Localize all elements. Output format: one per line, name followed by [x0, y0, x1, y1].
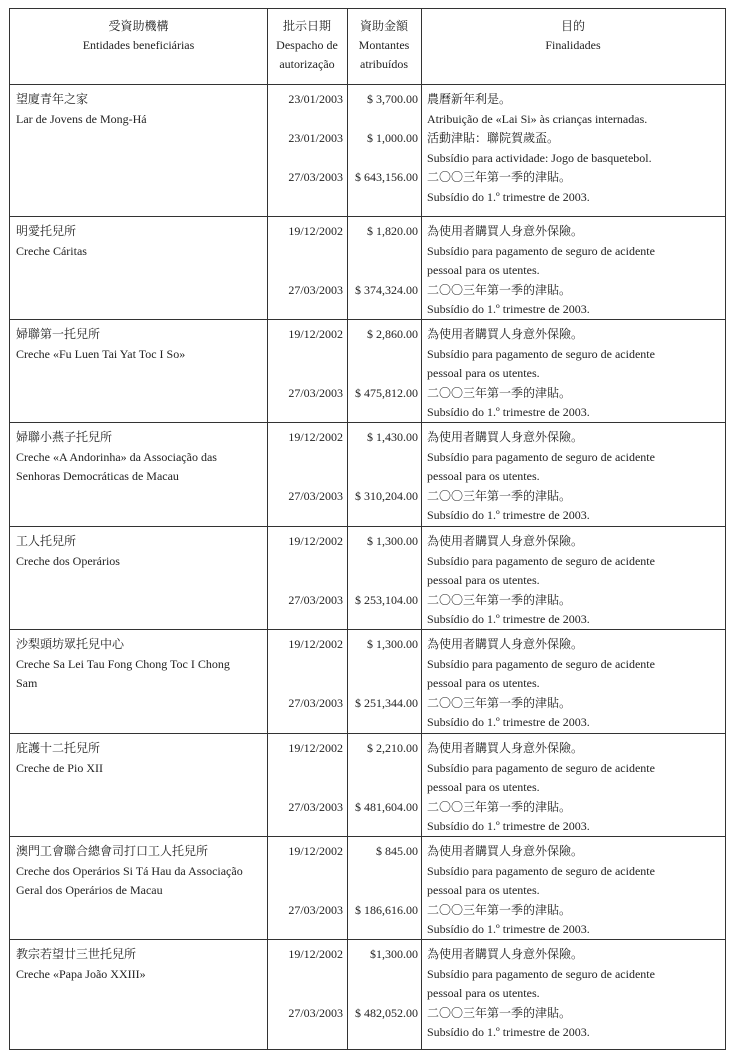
purpose-line: 二〇〇三年第一季的津貼。	[427, 799, 572, 814]
beneficiary-name-line: Geral dos Operários de Macau	[16, 883, 163, 898]
purpose-text	[427, 222, 655, 281]
purpose-line: Subsídio para pagamento de seguro de acidente	[427, 863, 655, 878]
purpose-text	[427, 798, 590, 837]
purpose-line: pessoal para os utentes.	[427, 883, 540, 898]
purpose-line: Subsídio para pagamento de seguro de acidente	[427, 553, 655, 568]
approval-date: 19/12/2002	[288, 534, 343, 548]
beneficiary-name-line: 教宗若望廿三世托兒所	[16, 947, 137, 961]
beneficiary-name-line: 望廈青年之家	[16, 92, 89, 106]
beneficiary-name-line: Senhoras Democráticas de Macau	[16, 469, 179, 484]
row-divider	[10, 216, 725, 217]
purpose-line: pessoal para os utentes.	[427, 366, 540, 381]
purpose-text	[427, 1004, 590, 1043]
purpose-line: Subsídio do 1.º trimestre de 2003.	[427, 189, 590, 204]
purpose-line: 二〇〇三年第一季的津貼。	[427, 385, 572, 400]
beneficiary-name-line: Sam	[16, 676, 38, 691]
subsidy-amount: $ 253,104.00	[355, 592, 418, 607]
purpose-text	[427, 168, 590, 207]
purpose-line: pessoal para os utentes.	[427, 986, 540, 1001]
beneficiary-name-line: 明愛托兒所	[16, 224, 77, 238]
purpose-line: Subsídio do 1.º trimestre de 2003.	[427, 612, 590, 627]
purpose-line: 二〇〇三年第一季的津貼。	[427, 282, 572, 297]
subsidy-amount: $ 1,300.00	[367, 637, 418, 651]
purpose-line: 二〇〇三年第一季的津貼。	[427, 170, 572, 185]
purpose-text	[427, 428, 655, 487]
approval-date: 23/01/2003	[288, 92, 343, 106]
purpose-line: pessoal para os utentes.	[427, 573, 540, 588]
subsidy-amount: $ 475,812.00	[355, 385, 418, 400]
approval-date: 27/03/2003	[288, 799, 343, 814]
beneficiary-name-line: 庇護十二托兒所	[16, 741, 101, 755]
header-purpose: 目的 Finalidades	[545, 19, 601, 52]
purpose-line: Subsídio para pagamento de seguro de acidente	[427, 656, 655, 671]
purpose-line: 活動津貼：聯院賀歲盃。	[427, 131, 560, 146]
purpose-text	[427, 325, 655, 384]
subsidy-amount: $ 186,616.00	[355, 902, 418, 917]
purpose-line: Subsídio para pagamento de seguro de acidente	[427, 243, 655, 258]
purpose-line: 為使用者購買人身意外保險。	[427, 637, 584, 651]
beneficiary-name	[16, 428, 217, 487]
purpose-line: 農曆新年利是。	[427, 92, 512, 106]
purpose-text	[427, 591, 590, 630]
approval-date: 19/12/2002	[288, 327, 343, 341]
approval-date: 27/03/2003	[288, 282, 343, 297]
purpose-text	[427, 487, 590, 526]
purpose-line: 二〇〇三年第一季的津貼。	[427, 695, 572, 710]
purpose-line: 為使用者購買人身意外保險。	[427, 430, 584, 444]
beneficiary-name	[16, 532, 120, 571]
purpose-line: 為使用者購買人身意外保險。	[427, 844, 584, 858]
purpose-line: pessoal para os utentes.	[427, 780, 540, 795]
header-entity: 受資助機構 Entidades beneficiárias	[82, 19, 195, 52]
subsidy-amount: $ 2,210.00	[367, 741, 418, 755]
purpose-text	[427, 281, 590, 320]
purpose-line: Subsídio do 1.º trimestre de 2003.	[427, 405, 590, 420]
subsidy-amount: $ 3,700.00	[367, 92, 418, 106]
purpose-text	[427, 694, 590, 733]
purpose-text	[427, 90, 647, 129]
approval-date: 19/12/2002	[288, 637, 343, 651]
purpose-line: Subsídio para actividade: Jogo de basquetebol.	[427, 150, 652, 165]
subsidy-amount: $ 643,156.00	[355, 170, 418, 185]
row-divider	[10, 319, 725, 320]
beneficiary-name	[16, 945, 146, 984]
row-divider	[10, 629, 725, 630]
subsidy-amount: $ 1,000.00	[367, 131, 418, 146]
column-divider	[421, 9, 422, 1049]
beneficiary-name-line: Lar de Jovens de Mong-Há	[16, 111, 147, 126]
beneficiary-name	[16, 739, 103, 778]
approval-date: 27/03/2003	[288, 488, 343, 503]
approval-date: 19/12/2002	[288, 844, 343, 858]
purpose-text	[427, 739, 655, 798]
header-date: 批示日期 Despacho de autorização	[276, 19, 338, 71]
approval-date: 23/01/2003	[288, 131, 343, 146]
purpose-line: 二〇〇三年第一季的津貼。	[427, 488, 572, 503]
purpose-line: 為使用者購買人身意外保險。	[427, 327, 584, 341]
purpose-text	[427, 532, 655, 591]
purpose-line: 為使用者購買人身意外保險。	[427, 741, 584, 755]
purpose-text	[427, 842, 655, 901]
subsidy-amount: $ 1,430.00	[367, 430, 418, 444]
purpose-line: Subsídio para pagamento de seguro de acidente	[427, 966, 655, 981]
approval-date: 27/03/2003	[288, 385, 343, 400]
subsidy-amount: $ 481,604.00	[355, 799, 418, 814]
purpose-line: Subsídio do 1.º trimestre de 2003.	[427, 922, 590, 937]
purpose-text	[427, 129, 652, 168]
purpose-line: Subsídio do 1.º trimestre de 2003.	[427, 302, 590, 317]
row-divider	[10, 84, 725, 85]
row-divider	[10, 526, 725, 527]
purpose-line: 二〇〇三年第一季的津貼。	[427, 592, 572, 607]
beneficiary-name-line: Creche Sa Lei Tau Fong Chong Toc I Chong	[16, 656, 230, 671]
approval-date: 27/03/2003	[288, 695, 343, 710]
approval-date: 19/12/2002	[288, 741, 343, 755]
subsidy-amount: $ 1,300.00	[367, 534, 418, 548]
purpose-line: 二〇〇三年第一季的津貼。	[427, 902, 572, 917]
purpose-line: Subsídio para pagamento de seguro de acidente	[427, 760, 655, 775]
subsidy-amount: $ 2,860.00	[367, 327, 418, 341]
subsidy-amount: $1,300.00	[370, 947, 418, 961]
beneficiary-name	[16, 222, 87, 261]
purpose-line: pessoal para os utentes.	[427, 676, 540, 691]
approval-date: 27/03/2003	[288, 902, 343, 917]
purpose-text	[427, 945, 655, 1004]
beneficiary-name-line: Creche «Papa João XXIII»	[16, 966, 146, 981]
column-divider	[267, 9, 268, 1049]
purpose-line: Subsídio do 1.º trimestre de 2003.	[427, 1025, 590, 1040]
header-amount: 資助金額 Montantes atribuídos	[358, 19, 410, 71]
beneficiary-name-line: 沙梨頭坊眾托兒中心	[16, 637, 125, 651]
beneficiary-name-line: Creche dos Operários Si Tá Hau da Associação	[16, 863, 243, 878]
purpose-line: 為使用者購買人身意外保險。	[427, 947, 584, 961]
beneficiary-name-line: Creche «Fu Luen Tai Yat Toc I So»	[16, 346, 186, 361]
subsidy-amount: $ 374,324.00	[355, 282, 418, 297]
subsidy-amount: $ 845.00	[376, 844, 418, 858]
approval-date: 19/12/2002	[288, 947, 343, 961]
purpose-line: Atribuição de «Lai Si» às crianças internadas.	[427, 111, 648, 126]
approval-date: 27/03/2003	[288, 170, 343, 185]
row-divider	[10, 836, 725, 837]
purpose-line: pessoal para os utentes.	[427, 263, 540, 278]
purpose-line: pessoal para os utentes.	[427, 469, 540, 484]
approval-date: 27/03/2003	[288, 592, 343, 607]
beneficiary-name	[16, 90, 147, 129]
row-divider	[10, 422, 725, 423]
column-divider	[347, 9, 348, 1049]
beneficiary-name-line: 工人托兒所	[16, 534, 77, 548]
purpose-line: 二〇〇三年第一季的津貼。	[427, 1005, 572, 1020]
purpose-line: Subsídio para pagamento de seguro de acidente	[427, 449, 655, 464]
purpose-text	[427, 635, 655, 694]
purpose-text	[427, 901, 590, 940]
beneficiary-name	[16, 842, 243, 901]
approval-date: 27/03/2003	[288, 1005, 343, 1020]
purpose-line: Subsídio do 1.º trimestre de 2003.	[427, 715, 590, 730]
subsidy-amount: $ 482,052.00	[355, 1005, 418, 1020]
subsidy-amount: $ 310,204.00	[355, 488, 418, 503]
purpose-line: 為使用者購買人身意外保險。	[427, 224, 584, 238]
beneficiary-name-line: Creche Cáritas	[16, 243, 87, 258]
purpose-text	[427, 384, 590, 423]
row-divider	[10, 733, 725, 734]
subsidy-amount: $ 1,820.00	[367, 224, 418, 238]
approval-date: 19/12/2002	[288, 224, 343, 238]
purpose-line: 為使用者購買人身意外保險。	[427, 534, 584, 548]
beneficiary-name-line: 婦聯第一托兒所	[16, 327, 101, 341]
purpose-line: Subsídio para pagamento de seguro de acidente	[427, 346, 655, 361]
beneficiary-name	[16, 325, 185, 364]
beneficiary-name-line: 澳門工會聯合總會司打口工人托兒所	[16, 844, 209, 858]
beneficiary-name-line: 婦聯小燕子托兒所	[16, 430, 113, 444]
beneficiary-name-line: Creche dos Operários	[16, 553, 120, 568]
beneficiary-name-line: Creche de Pio XII	[16, 760, 103, 775]
row-divider	[10, 939, 725, 940]
approval-date: 19/12/2002	[288, 430, 343, 444]
purpose-line: Subsídio do 1.º trimestre de 2003.	[427, 819, 590, 834]
beneficiary-name-line: Creche «A Andorinha» da Associação das	[16, 449, 217, 464]
subsidy-table	[9, 8, 726, 1050]
purpose-line: Subsídio do 1.º trimestre de 2003.	[427, 508, 590, 523]
subsidy-amount: $ 251,344.00	[355, 695, 418, 710]
beneficiary-name	[16, 635, 230, 694]
